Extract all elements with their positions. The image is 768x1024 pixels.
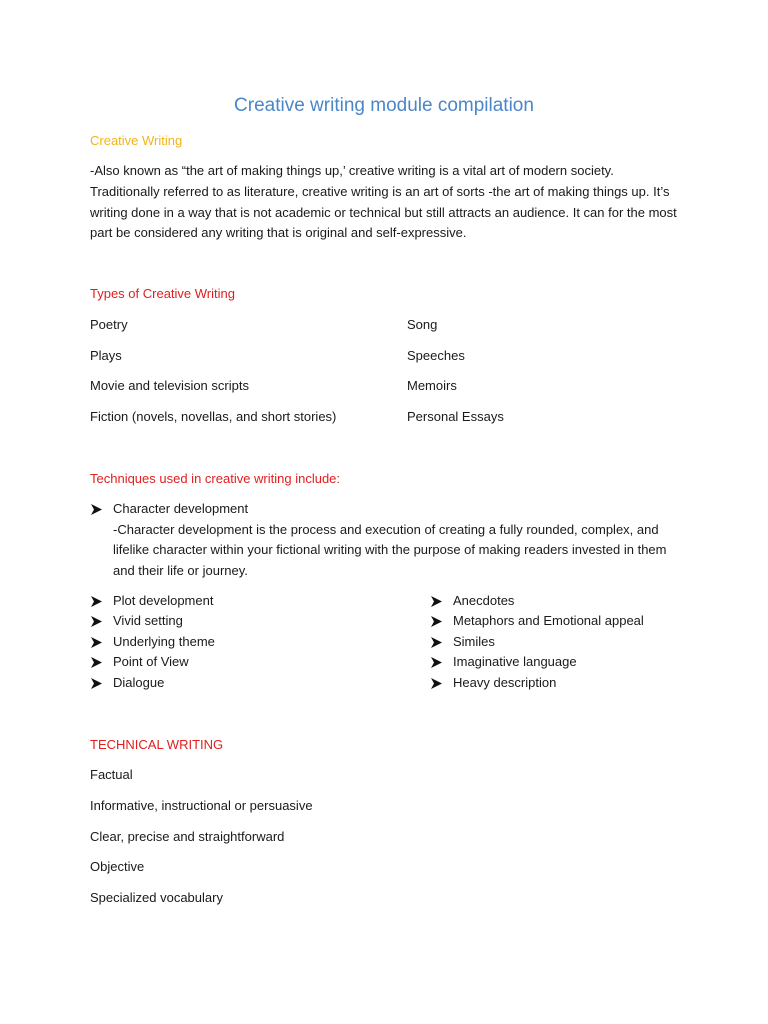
arrowhead-bullet-icon	[90, 591, 104, 611]
list-item: Factual	[90, 767, 133, 782]
technical-writing-list	[90, 766, 313, 920]
list-item	[430, 591, 644, 611]
technique-item: Heavy description	[453, 674, 557, 690]
techniques-left-column	[90, 591, 215, 693]
arrowhead-bullet-icon	[90, 499, 104, 519]
types-item: Fiction (novels, novellas, and short stories)	[90, 409, 337, 425]
technique-description: -Character development is the process and execution of creating a fully rounded, complex, and lifelike character within your fictional writing with the purpose of making readers invested in them and their life or journey.	[113, 521, 667, 578]
list-item	[430, 611, 644, 631]
types-item: Memoirs	[407, 378, 457, 394]
techniques-right-column	[430, 591, 644, 693]
list-item: Clear, precise and straightforward	[90, 828, 285, 844]
list-item	[90, 673, 215, 693]
arrowhead-bullet-icon	[90, 673, 104, 693]
techniques-heading: Techniques used in creative writing include:	[90, 471, 341, 486]
techniques-first-item	[90, 499, 690, 581]
arrowhead-bullet-icon	[430, 673, 444, 693]
list-item	[90, 591, 215, 611]
types-heading: Types of Creative Writing	[90, 286, 235, 301]
arrowhead-bullet-icon	[90, 652, 104, 672]
list-item: Objective	[90, 859, 145, 875]
creative-writing-heading: Creative Writing	[90, 133, 183, 148]
list-item	[430, 652, 644, 672]
technique-item: Vivid setting	[113, 613, 183, 629]
arrowhead-bullet-icon	[90, 632, 104, 652]
types-list	[90, 316, 690, 439]
types-item: Movie and television scripts	[90, 378, 249, 394]
types-item: Poetry	[90, 317, 128, 332]
technical-writing-heading: TECHNICAL WRITING	[90, 737, 224, 752]
types-item: Personal Essays	[407, 409, 504, 425]
page-title: Creative writing module compilation	[234, 95, 534, 116]
technique-item: Dialogue	[113, 674, 165, 690]
types-row	[90, 377, 690, 408]
arrowhead-bullet-icon	[430, 611, 444, 631]
types-item: Song	[407, 317, 438, 332]
technique-item: Similes	[453, 633, 495, 649]
list-item	[430, 632, 644, 652]
technique-item: Imaginative language	[453, 654, 577, 670]
types-item: Plays	[90, 347, 122, 363]
technique-item: Point of View	[113, 654, 189, 670]
technique-label: Character development	[113, 501, 249, 516]
types-row	[90, 316, 690, 347]
technique-item: Anecdotes	[453, 593, 515, 608]
arrowhead-bullet-icon	[430, 632, 444, 652]
list-item: Specialized vocabulary	[90, 890, 223, 906]
creative-writing-paragraph: -Also known as “the art of making things up,’ creative writing is a vital art of modern society. Traditionally referred to as literature, creative writing is an art of sorts -the art of making things up. It’s writing done in a way that is not academic or technical but still attracts an audience. It can for the most part be considered any writing that is original and self-expressive.	[90, 163, 677, 241]
types-row	[90, 408, 690, 439]
list-item	[90, 499, 690, 581]
arrowhead-bullet-icon	[430, 591, 444, 611]
list-item	[430, 673, 644, 693]
list-item	[90, 611, 215, 631]
list-item	[90, 632, 215, 652]
arrowhead-bullet-icon	[90, 611, 104, 631]
list-item: Informative, instructional or persuasive	[90, 797, 313, 813]
list-item	[90, 652, 215, 672]
types-item: Speeches	[407, 347, 465, 363]
arrowhead-bullet-icon	[430, 652, 444, 672]
types-row	[90, 347, 690, 378]
technique-item: Metaphors and Emotional appeal	[453, 613, 644, 629]
technique-item: Plot development	[113, 593, 214, 608]
technique-item: Underlying theme	[113, 633, 215, 649]
